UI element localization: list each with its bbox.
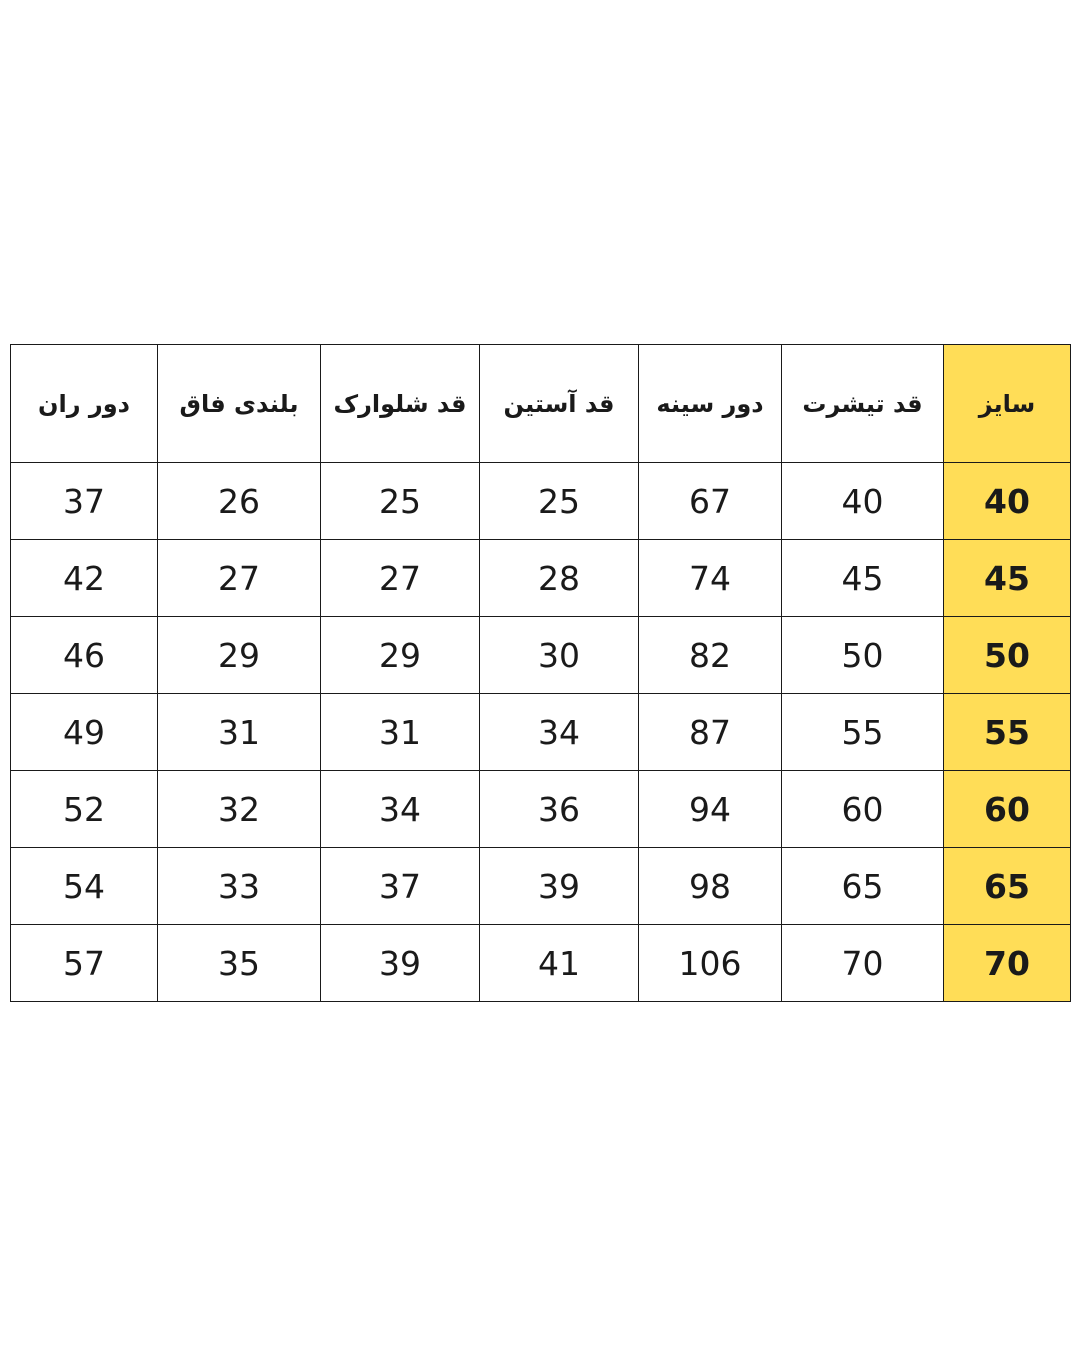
cell-size: 50 — [944, 617, 1071, 694]
cell-rise: 35 — [158, 925, 321, 1002]
table-row — [11, 925, 1071, 1002]
cell-chest: 94 — [639, 771, 782, 848]
size-chart-table — [10, 344, 1071, 1002]
cell-sleeve: 25 — [480, 463, 639, 540]
cell-thigh: 57 — [11, 925, 158, 1002]
cell-thigh: 54 — [11, 848, 158, 925]
cell-sleeve: 30 — [480, 617, 639, 694]
cell-rise: 33 — [158, 848, 321, 925]
cell-thigh: 42 — [11, 540, 158, 617]
cell-thigh: 49 — [11, 694, 158, 771]
cell-tshirt-length: 70 — [782, 925, 944, 1002]
table-row — [11, 463, 1071, 540]
table-row — [11, 540, 1071, 617]
table-row — [11, 771, 1071, 848]
cell-sleeve: 36 — [480, 771, 639, 848]
cell-tshirt-length: 55 — [782, 694, 944, 771]
cell-shorts-length: 27 — [321, 540, 480, 617]
cell-tshirt-length: 50 — [782, 617, 944, 694]
cell-chest: 67 — [639, 463, 782, 540]
cell-sleeve: 34 — [480, 694, 639, 771]
cell-thigh: 37 — [11, 463, 158, 540]
table-row — [11, 694, 1071, 771]
cell-sleeve: 39 — [480, 848, 639, 925]
cell-chest: 74 — [639, 540, 782, 617]
cell-sleeve: 28 — [480, 540, 639, 617]
cell-tshirt-length: 65 — [782, 848, 944, 925]
cell-size: 40 — [944, 463, 1071, 540]
header-row — [11, 345, 1071, 463]
cell-chest: 82 — [639, 617, 782, 694]
header-tshirt-length: قد تیشرت — [782, 345, 944, 463]
cell-thigh: 46 — [11, 617, 158, 694]
cell-sleeve: 41 — [480, 925, 639, 1002]
cell-shorts-length: 29 — [321, 617, 480, 694]
cell-chest: 98 — [639, 848, 782, 925]
cell-rise: 27 — [158, 540, 321, 617]
cell-size: 55 — [944, 694, 1071, 771]
header-rise-height: بلندی فاق — [158, 345, 321, 463]
header-sleeve-length: قد آستین — [480, 345, 639, 463]
cell-rise: 26 — [158, 463, 321, 540]
cell-size: 70 — [944, 925, 1071, 1002]
cell-rise: 31 — [158, 694, 321, 771]
cell-chest: 87 — [639, 694, 782, 771]
cell-size: 45 — [944, 540, 1071, 617]
cell-shorts-length: 39 — [321, 925, 480, 1002]
cell-chest: 106 — [639, 925, 782, 1002]
header-size: سایز — [944, 345, 1071, 463]
cell-tshirt-length: 45 — [782, 540, 944, 617]
cell-tshirt-length: 40 — [782, 463, 944, 540]
cell-shorts-length: 25 — [321, 463, 480, 540]
header-shorts-length: قد شلوارک — [321, 345, 480, 463]
cell-rise: 29 — [158, 617, 321, 694]
table-row — [11, 617, 1071, 694]
cell-thigh: 52 — [11, 771, 158, 848]
cell-tshirt-length: 60 — [782, 771, 944, 848]
cell-rise: 32 — [158, 771, 321, 848]
cell-size: 60 — [944, 771, 1071, 848]
cell-shorts-length: 31 — [321, 694, 480, 771]
cell-size: 65 — [944, 848, 1071, 925]
header-thigh-circumference: دور ران — [11, 345, 158, 463]
cell-shorts-length: 37 — [321, 848, 480, 925]
header-chest-circumference: دور سینه — [639, 345, 782, 463]
table-row — [11, 848, 1071, 925]
cell-shorts-length: 34 — [321, 771, 480, 848]
